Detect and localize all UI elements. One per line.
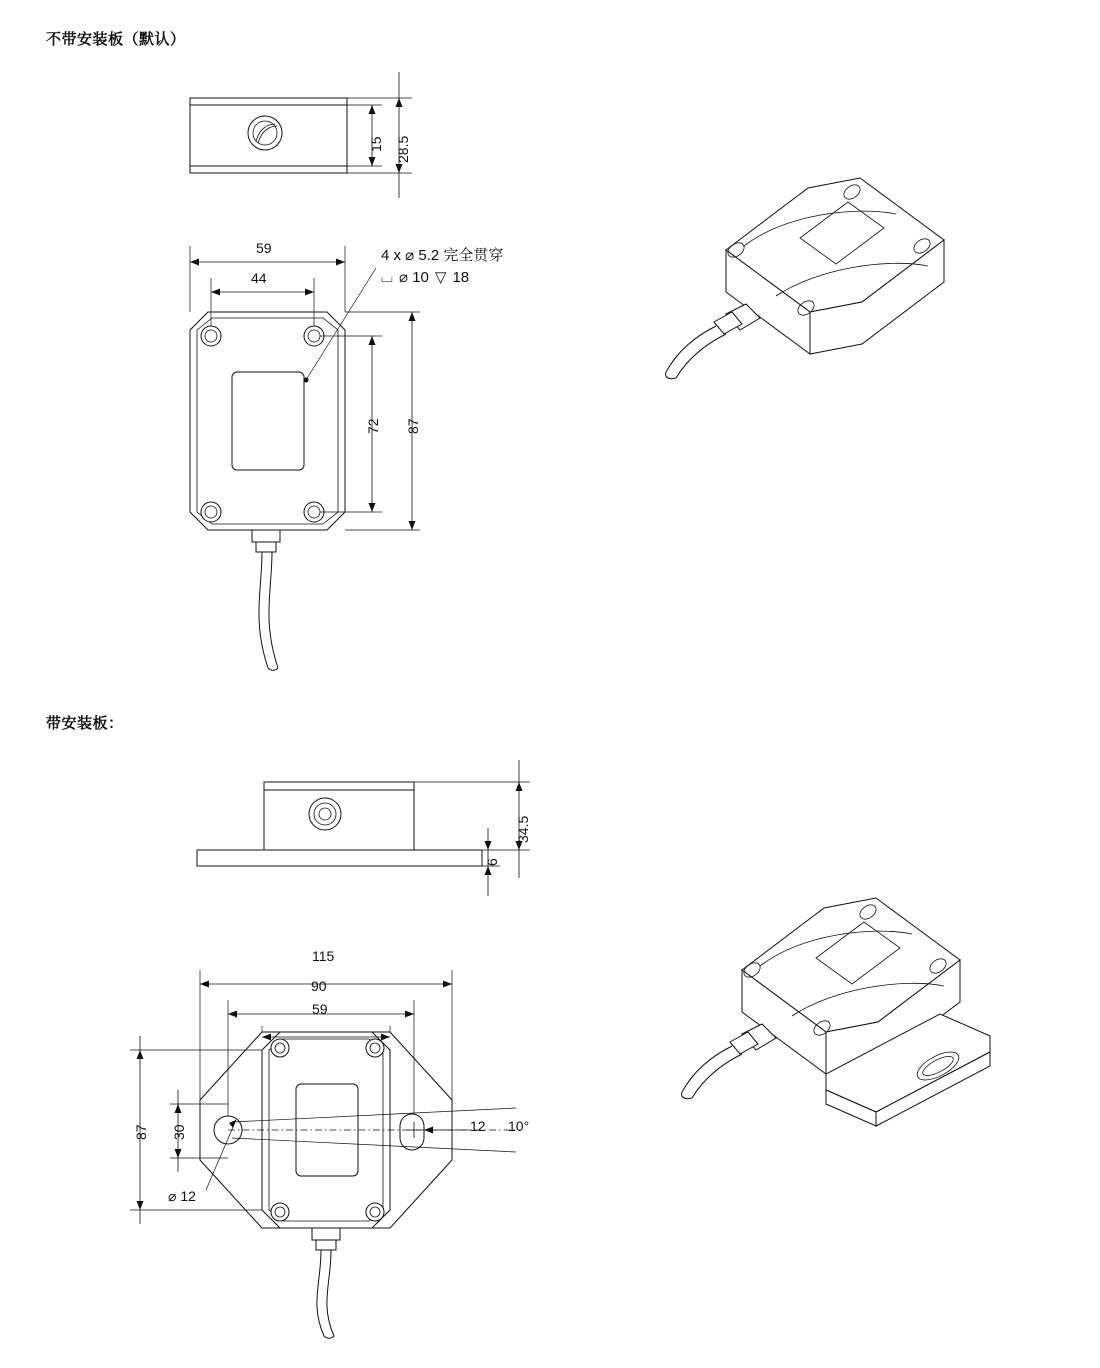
depth-symbol: ▽: [434, 269, 447, 286]
note-hole-callout-line1: 4 x ⌀ 5.2 完全贯穿: [381, 247, 504, 264]
depth-value: 18: [452, 268, 470, 286]
dim-s2-6: 6: [484, 858, 500, 866]
dim-s1-59: 59: [256, 240, 272, 256]
dim-s2-angle: 10°: [508, 1118, 530, 1134]
dim-s2-hole-diameter: ⌀ 12: [168, 1188, 196, 1204]
s2-side-plate: [197, 850, 482, 866]
s1-cable-gland: [252, 530, 280, 542]
dim-s2-34-5: 34.5: [515, 815, 531, 843]
section-title-without-mounting-plate: 不带安装板（默认）: [46, 31, 186, 48]
s2-right-slot: [400, 1114, 424, 1150]
counterbore-symbol: ⌴: [381, 268, 394, 286]
dim-s1-87: 87: [405, 418, 421, 434]
dim-s1-28-5: 28.5: [395, 135, 411, 163]
s2-iso-view: [682, 898, 990, 1126]
s1-iso-view: [666, 178, 944, 379]
s1-top-window: [232, 372, 304, 470]
dim-s2-87: 87: [133, 1124, 149, 1140]
dim-s2-slot-12: 12: [470, 1118, 486, 1134]
dim-s1-44: 44: [251, 270, 267, 286]
dim-s1-15: 15: [368, 136, 384, 152]
section-title-with-mounting-plate: 带安装板：: [46, 715, 124, 732]
s1-hole-tl: [201, 326, 221, 346]
dim-s1-72: 72: [365, 418, 381, 434]
note-hole-callout-line2: [381, 268, 469, 286]
dim-s2-59: 59: [312, 1001, 328, 1017]
dim-s2-115: 115: [312, 948, 335, 964]
s1-hole-bl: [201, 502, 221, 522]
dim-s2-90: 90: [311, 978, 327, 994]
dim-s2-30: 30: [171, 1124, 187, 1140]
counterbore-diameter: ⌀ 10: [399, 269, 429, 286]
